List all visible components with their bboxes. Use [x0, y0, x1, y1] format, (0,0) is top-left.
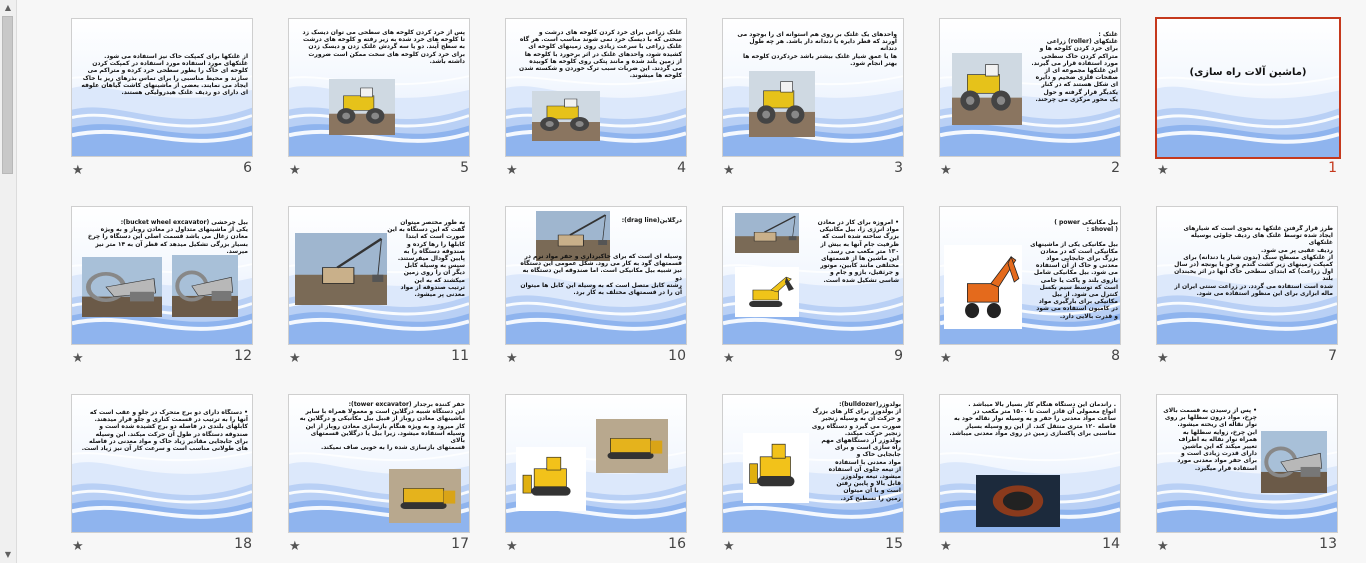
- slide-number: 7: [1328, 348, 1337, 364]
- slide-body-text: از غلتکها برای کمپکت خاک نیز استفاده می شود. غلتکهای مورد استفاده مورد استفاده در کمپکت کردن کلوخه ای خاک را بطور سطحی خرد کرده و متراکم می سازند و محیط مناسبی را برای تماس بذرهای ریز با خاک ایجاد می نمایند. بعضی از ماشینهای کاشت گیاهان علوفه ای دارای دو ردیف غلتک هیدرولیکی هستند.: [81, 53, 248, 97]
- slide-picture-dozer: [743, 433, 809, 503]
- transition-star-icon[interactable]: ★: [940, 539, 952, 554]
- transition-star-icon[interactable]: ★: [72, 539, 84, 554]
- slide-number: 12: [234, 348, 252, 364]
- transition-star-icon[interactable]: ★: [289, 539, 301, 554]
- slide-picture-dozer2: [516, 447, 586, 511]
- slide-preview[interactable]: [71, 206, 253, 345]
- slide-picture-dragline2: [295, 233, 387, 305]
- slide-body-text: پس از خرد کردن کلوخه های سطحی می توان دیسک زد تا کلوخه های خرد شده به زیر رفته و کلوخه های درشت به سطح آیند. دو یا سه گردش غلتک زدن و دیسک زدن برای خرد کردن کلوخه های سخت ممکن است ضرورت داشته باشد.: [302, 29, 465, 65]
- slide-thumbnail-16[interactable]: [505, 394, 687, 562]
- slide-body-text: بولدوزر(bulldozer): از بولدوزر برای کار های بزرگ و حرکت آن به وسیله زنجیر صورت می گیرد و دستگاه روی زنجیر حرکت میکند. بولدوزر از دستگاههای مهم راه سازی است و برای جابجایی خاک و مواد معدنی با استفاده از تیغه جلوی آن استفاده میشود. تیغه بولدوزر قابل بالا و پایین رفتن است و با آن میتوان زمین را تسطیح کرد.: [811, 401, 901, 502]
- slide-preview[interactable]: [722, 206, 904, 345]
- slide-body-text: غلتک زراعی برای خرد کردن کلوخه های درشت و سختی که با دیسک خرد نمی شوند مناسب است. هر گاه غلتک زراعی با سرعت زیادی روی زمینهای کلوخه ای کشیده شود، واحدهای غلتک در اثر برخورد با کلوخه ها از زمین بلند شده و مانند پتکی روی کلوخه ها کوبیده می گردند. این ضربات سبب ترک خوردن و شکسته شدن کلوخه ها میشوند.: [518, 29, 682, 80]
- slide-thumbnail-7[interactable]: [1156, 206, 1338, 374]
- slide-number: 16: [668, 536, 686, 552]
- slide-picture-wheel: [82, 257, 162, 317]
- slide-preview[interactable]: [939, 18, 1121, 157]
- slide-preview[interactable]: [505, 18, 687, 157]
- transition-star-icon[interactable]: ★: [723, 351, 735, 366]
- transition-star-icon[interactable]: ★: [723, 163, 735, 178]
- slide-picture-roller2: [749, 71, 815, 137]
- slide-number: 3: [894, 160, 903, 176]
- transition-star-icon[interactable]: ★: [1157, 351, 1169, 366]
- slide-preview[interactable]: [939, 394, 1121, 533]
- scroll-up-arrow-icon[interactable]: ▲: [4, 3, 12, 12]
- slide-thumbnail-8[interactable]: [939, 206, 1121, 374]
- slide-thumbnail-14[interactable]: [939, 394, 1121, 562]
- transition-star-icon[interactable]: ★: [940, 163, 952, 178]
- slide-preview[interactable]: [1156, 394, 1338, 533]
- slide-thumbnail-15[interactable]: [722, 394, 904, 562]
- slide-picture-dragline: [735, 213, 799, 253]
- slide-picture-roller4: [329, 79, 395, 135]
- slide-preview[interactable]: [939, 206, 1121, 345]
- slide-body-text: • پس از رسیدن به قسمت بالای چرخ، مواد درون سطلها بر روی نوار نقاله ای ریخته میشود. این چرخ، زوایه سطلها به همراه نوار نقاله به اطراف تغییر میکند که این ماشین دارای قدرت زیادی است و برای حفر مواد معدنی مورد استفاده قرار میگیرد.: [1163, 407, 1257, 472]
- slide-preview[interactable]: [71, 18, 253, 157]
- slide-preview[interactable]: [288, 206, 470, 345]
- slide-number: 14: [1102, 536, 1120, 552]
- slide-picture-wheel: [1261, 431, 1327, 493]
- slide-number: 13: [1319, 536, 1337, 552]
- slide-body-text: غلتک : غلتکهای (roller) زراعی برای خرد کردن کلوخه ها و متراکم کردن خاک سطحی مورد استفاده قرار می گیرند. این غلتکها مجموعه ای از صفحات فلزی ضخیم و دایره ای شکل هستند که در کنار یکدیگر قرار گرفته و حول یک محور مرکزی می چرخند.: [1031, 31, 1118, 103]
- slide-thumbnail-1[interactable]: [1156, 18, 1338, 186]
- slide-number: 5: [460, 160, 469, 176]
- slide-number: 6: [243, 160, 252, 176]
- transition-star-icon[interactable]: ★: [72, 163, 84, 178]
- transition-star-icon[interactable]: ★: [506, 539, 518, 554]
- transition-star-icon[interactable]: ★: [289, 163, 301, 178]
- scroll-down-arrow-icon[interactable]: ▼: [4, 550, 12, 559]
- slide-preview[interactable]: [722, 394, 904, 533]
- slide-body-text: . راندمان این دستگاه هنگام کار بسیار بالا میباشد . انواع معمولی آن قادر است تا ۱۵۰۰ متر مکعب در ساعت مواد معدنی را حفر و به وسیله نوار نقاله خود به فاصله ۱۲۰ متری منتقل کند. از این رو وسیله بسیار مناسبی برای پاکسازی زمین در روی مواد معدنی میباشد.: [949, 401, 1116, 437]
- slide-thumbnail-3[interactable]: [722, 18, 904, 186]
- slide-thumbnail-18[interactable]: [71, 394, 253, 562]
- slide-thumbnail-5[interactable]: [288, 18, 470, 186]
- slide-thumbnail-6[interactable]: [71, 18, 253, 186]
- transition-star-icon[interactable]: ★: [72, 351, 84, 366]
- transition-star-icon[interactable]: ★: [506, 351, 518, 366]
- slide-thumbnail-4[interactable]: [505, 18, 687, 186]
- slide-number: 8: [1111, 348, 1120, 364]
- transition-star-icon[interactable]: ★: [940, 351, 952, 366]
- slide-picture-roller3: [532, 91, 600, 141]
- slide-picture-excavator2: [735, 267, 799, 317]
- slide-preview[interactable]: [505, 394, 687, 533]
- slide-preview[interactable]: [71, 394, 253, 533]
- slide-body-text: درگلاین(drag line): وسیله ای است که برای خاکبرداری و حفر مواد نرم در قسمتهای گود به کار می رود. شکل عمومی این دستگاه نیز شبیه بیل مکانیکی است. اما صندوقه این دستگاه به دو رشته کابل متصل است که به وسیله این کابل ها میتوان آن را در قسمتهای مختلف به کار برد.: [520, 217, 682, 297]
- slide-picture-wheel: [172, 255, 238, 317]
- slide-number: 18: [234, 536, 252, 552]
- transition-star-icon[interactable]: ★: [506, 163, 518, 178]
- slide-number: 17: [451, 536, 469, 552]
- slide-number: 15: [885, 536, 903, 552]
- slide-number: 1: [1328, 160, 1337, 176]
- slide-picture-dozer3: [596, 419, 668, 473]
- slide-thumbnail-13[interactable]: [1156, 394, 1338, 562]
- transition-star-icon[interactable]: ★: [289, 351, 301, 366]
- slide-preview[interactable]: [722, 18, 904, 157]
- slide-number: 4: [677, 160, 686, 176]
- scrollbar-thumb[interactable]: [2, 16, 13, 174]
- slide-body-text: بیل مکانیکی power ) ( shovel : بیل مکانیکی یکی از ماشینهای مکانیکی است که در معادن بزرگ برای جابجایی مواد معدنی و خاک از آن استفاده می شود. بیل مکانیکی شامل بازوی بلند و پاکت یا جامی است که توسط سیم بکسل کنترل می شود. از بیل مکانیکی برای بارگیری مواد در کامیون استفاده می شود و قدرت بالایی دارد.: [1030, 219, 1118, 320]
- slide-body-text: بیل چرخشی (bucket wheel excavator): یکی از ماشینهای متداول در معادن روباز و به ویژه معادن زغال می باشد قسمت اصلی این دستگاه را چرخ بسیار بزرگی تشکیل میدهد که قطر آن به ۱۴ متر نیز میرسد.: [87, 219, 248, 255]
- slide-picture-dozer3: [389, 469, 461, 523]
- slide-preview[interactable]: [1156, 206, 1338, 345]
- slide-number: 2: [1111, 160, 1120, 176]
- transition-star-icon[interactable]: ★: [1157, 163, 1169, 178]
- transition-star-icon[interactable]: ★: [1157, 539, 1169, 554]
- slide-body-text: واحدهای یک غلتک بر روی هم استوانه ای را بوجود می آورند که قطر دایره یا دندانه دار باشد. هر چه طول دندانه ها یا عمق شیار غلتک بیشتر باشد خردکردن کلوخه ها بهتر انجام شود.: [737, 31, 897, 67]
- slide-body-text: حفر کننده برجدار (tower excavator): این دستگاه شبیه درگلاین است و معمولا همراه با سایر ماشینهای معادن روباز از قبیل بیل مکانیکی و درگلاین به کار میرود و به ویژه هنگام بازسازی معادن روباز از این وسیله استفاده میشود. زیرا بیل یا درگلاین قسمتهای بالای قسمتهای بازسازی شده را به خوبی صاف نمیکند.: [299, 401, 465, 452]
- slide-thumbnail-9[interactable]: [722, 206, 904, 374]
- transition-star-icon[interactable]: ★: [723, 539, 735, 554]
- slide-preview[interactable]: [505, 206, 687, 345]
- slide-preview[interactable]: [288, 394, 470, 533]
- slide-preview[interactable]: [1155, 17, 1341, 159]
- slide-picture-wheel2: [976, 475, 1060, 527]
- slide-thumbnail-11[interactable]: [288, 206, 470, 374]
- slide-thumbnail-17[interactable]: [288, 394, 470, 562]
- vertical-scrollbar[interactable]: [0, 0, 17, 563]
- slide-picture-excavator: [944, 245, 1022, 329]
- slide-thumbnail-10[interactable]: [505, 206, 687, 374]
- slide-body-text: • دستگاه دارای دو برج متحرک در جلو و عقب است که آنها را به ترتیب در قسمت کناری و جلو قرار میدهند. کابلهای بلندی در فاصله دو برج کشیده شده است و صندوقه دستگاه در طول آن حرکت میکند. این وسیله برای جابجایی مقادیر زیاد خاک و مواد معدنی در فاصله های طولانی مناسب است و سرعت کار آن نیز زیاد است.: [81, 409, 248, 453]
- slide-body-text: • امروزه برای کار در معادن مواد انرژی زا، بیل مکانیکی بزرگ ساخته شده است که ظرفیت جام آنها به بیش از ۱۳۰ متر مکعب می رسد. این ماشین ها از قسمتهای مختلفی مانند کابین، موتور و جرثقیل، بازو و جام و شاسی تشکیل شده است.: [817, 219, 899, 284]
- slide-number: 10: [668, 348, 686, 364]
- slide-body-text: به طور مختصر میتوان گفت که این دستگاه به این صورت است که ابتدا کابلها را رها کرده و صندوقه دستگاه را به پایین گودال میفرستند. سپس به وسیله کابل دیگر آن را روی زمین میکشند که به این ترتیب صندوقه از مواد معدنی پر میشود.: [387, 219, 465, 299]
- slide-number: 9: [894, 348, 903, 364]
- slide-picture-roller: [952, 53, 1022, 125]
- slide-thumbnail-2[interactable]: [939, 18, 1121, 186]
- slide-body-text: طرز قرار گرفتن غلتکها به نحوی است که شیارهای ایجاد شده توسط غلتک های ردیف جلوئی بوسیله غلتکهای ردیف عقبی پر می شود. از غلتکهای مسطح سبک (بدون شیار یا دندانه) برای کمپکت زمینهای زیر کشت گندم و جو یا یونجه (در سال اول زراعت) که ابتدای سطحی خاک آنها در اثر یخبندان بلند شده است استفاده می گردد. در زراعت سنتی ایران از ماله ابزاری برای این منظور استفاده می شود.: [1174, 225, 1333, 297]
- slide-preview[interactable]: [288, 18, 470, 157]
- slide-thumbnail-12[interactable]: [71, 206, 253, 374]
- slide-number: 11: [451, 348, 469, 364]
- slide-title: (ماشین آلات راه سازی): [1189, 67, 1307, 78]
